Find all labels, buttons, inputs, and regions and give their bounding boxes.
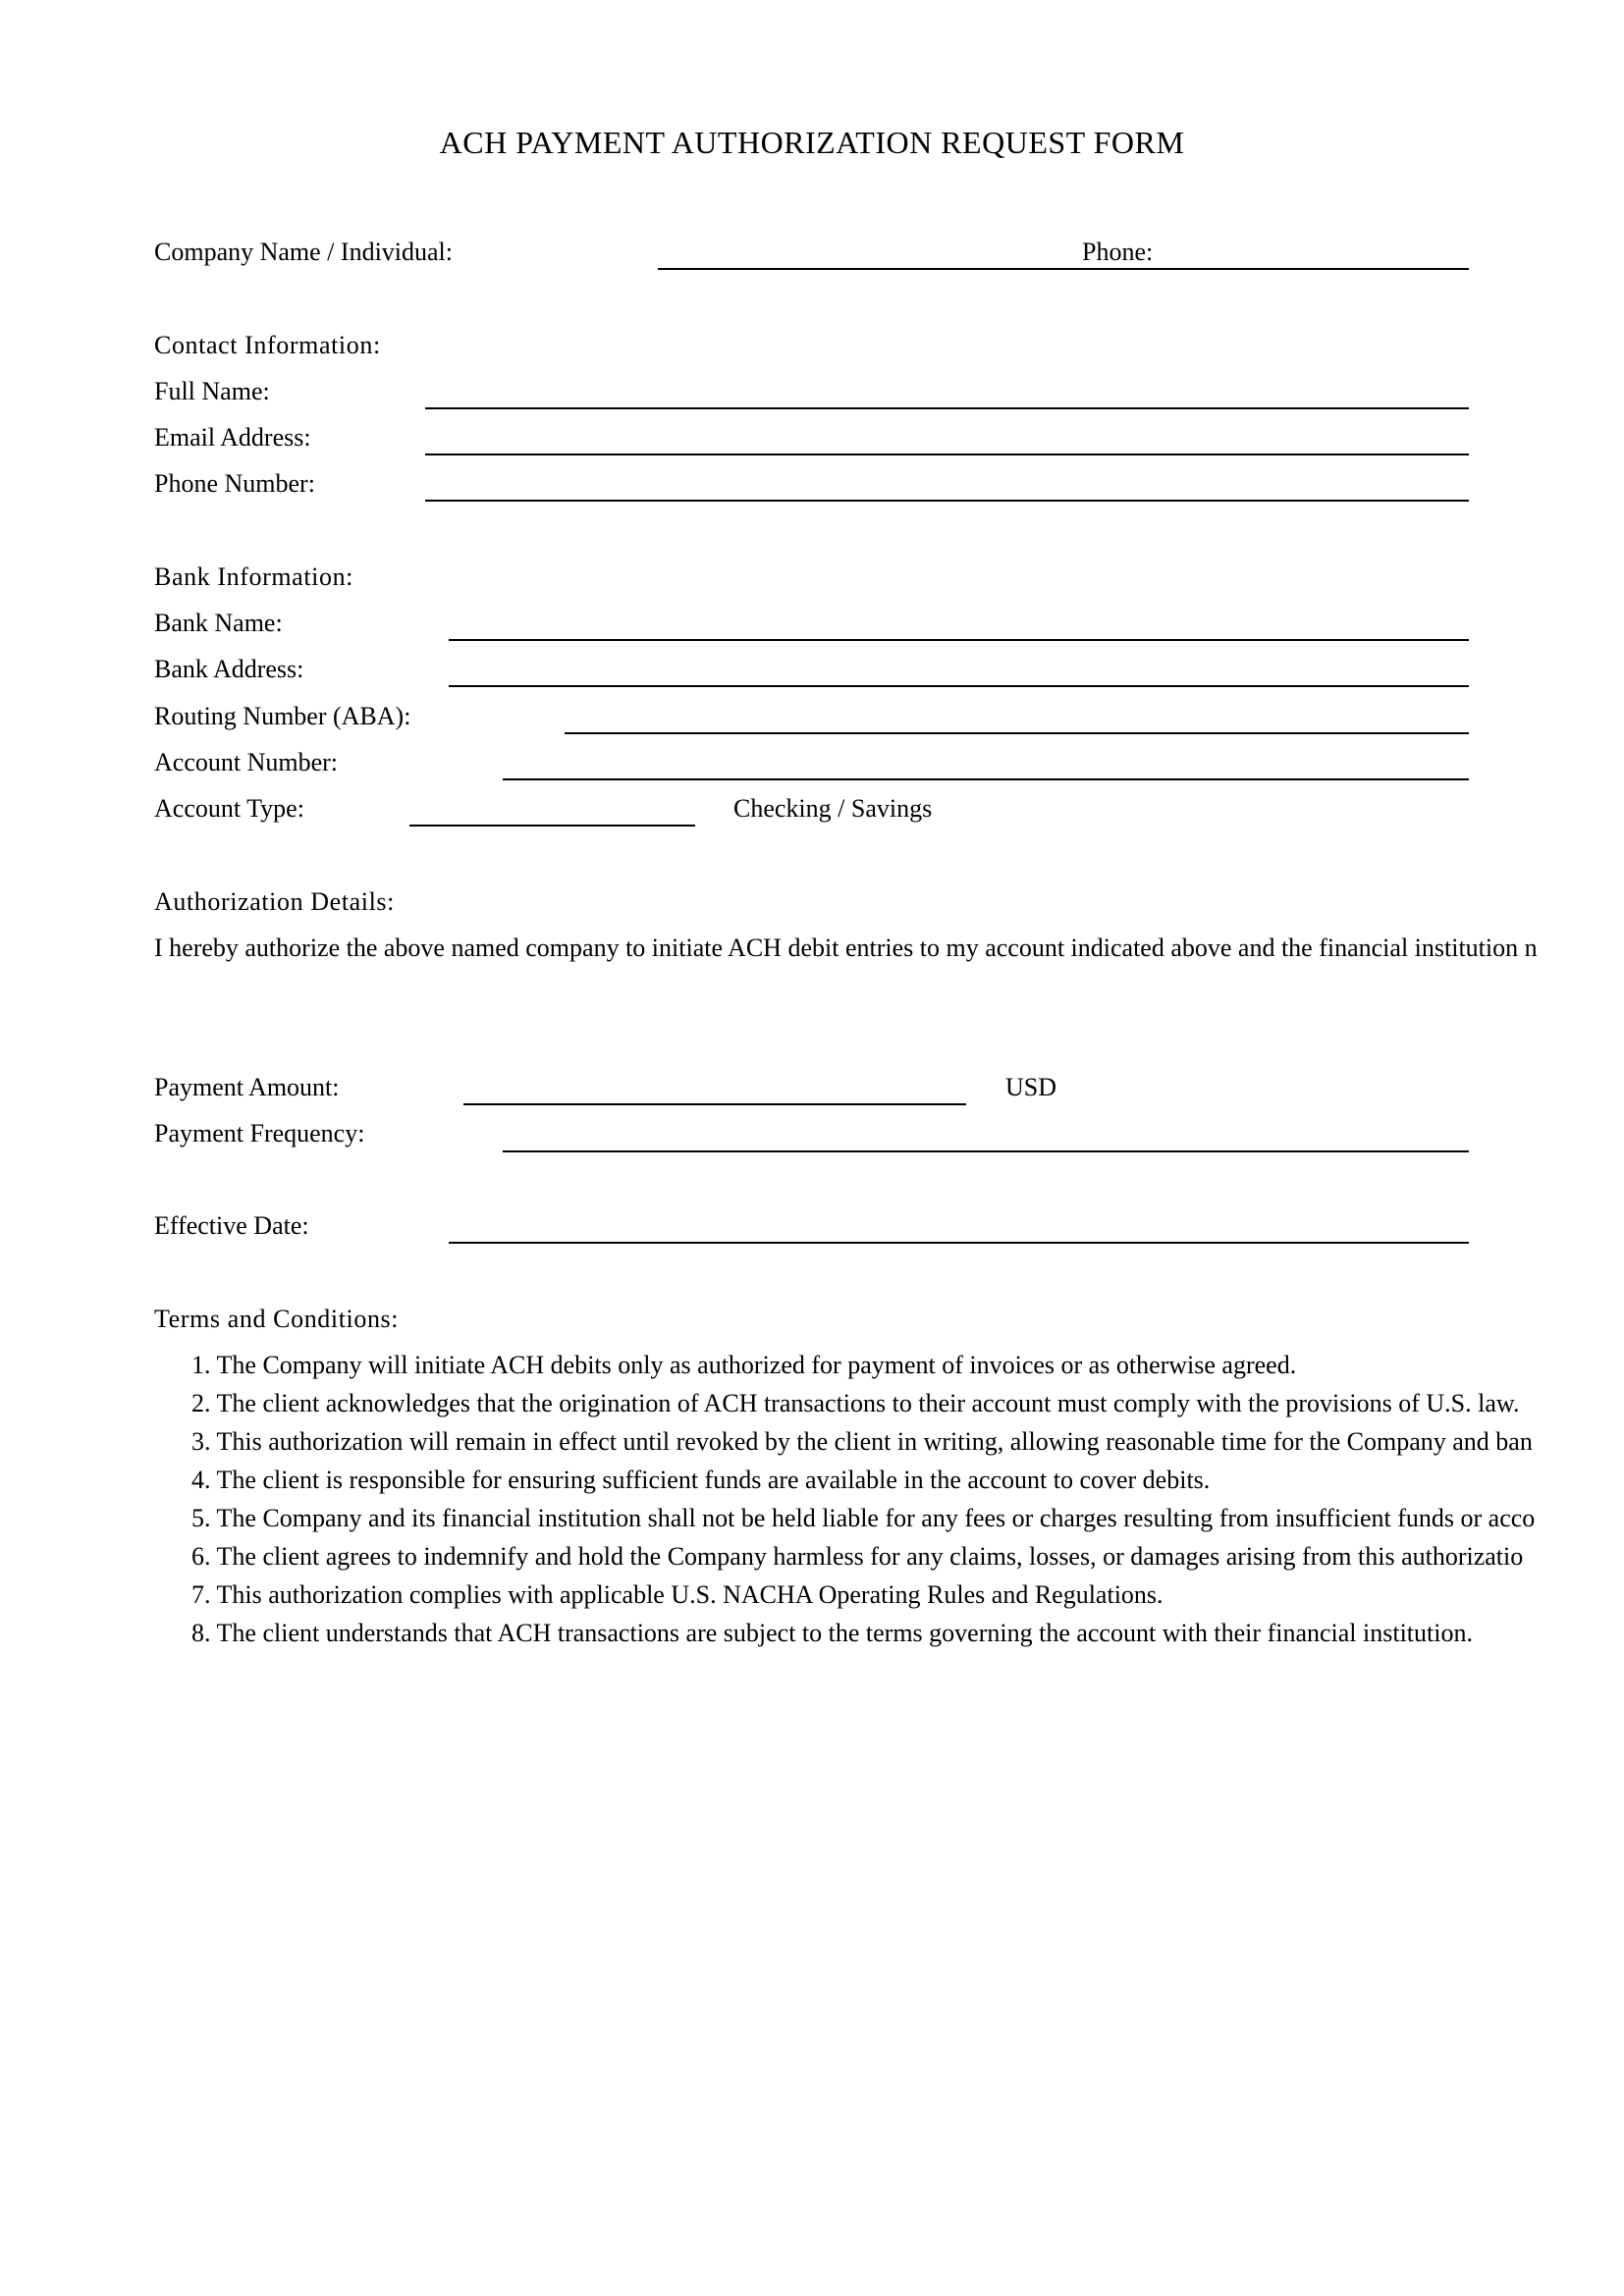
account-type-label: Account Type: [154, 794, 304, 823]
terms-heading: Terms and Conditions: [154, 1305, 400, 1333]
authorization-text: I hereby authorize the above named company to initiate ACH debit entries to my account indicated above and the financial institution n [154, 934, 1538, 962]
full-name-field[interactable] [425, 407, 1469, 409]
routing-number-field[interactable] [565, 732, 1469, 734]
form-title: ACH PAYMENT AUTHORIZATION REQUEST FORM [439, 125, 1185, 160]
bank-information-heading: Bank Information: [154, 562, 353, 591]
bank-address-field[interactable] [449, 685, 1469, 687]
contact-information-heading: Contact Information: [154, 331, 381, 359]
terms-item-8: 8. The client understands that ACH transactions are subject to the terms governing the account with their financial institution. [191, 1619, 1473, 1647]
company-name-field[interactable] [658, 268, 1080, 270]
account-number-label: Account Number: [154, 748, 339, 776]
phone-number-field[interactable] [425, 500, 1469, 502]
payment-amount-label: Payment Amount: [154, 1073, 340, 1101]
account-type-field[interactable] [409, 825, 695, 827]
payment-amount-field[interactable] [463, 1103, 966, 1105]
phone-label: Phone: [1082, 238, 1154, 266]
account-number-field[interactable] [503, 778, 1469, 780]
payment-frequency-label: Payment Frequency: [154, 1119, 365, 1148]
bank-name-field[interactable] [449, 639, 1469, 641]
terms-item-6: 6. The client agrees to indemnify and hold the Company harmless for any claims, losses, or damages arising from this authorizatio [191, 1542, 1524, 1571]
full-name-label: Full Name: [154, 377, 270, 405]
terms-item-2: 2. The client acknowledges that the origination of ACH transactions to their account must comply with the provisions of U.S. law. [191, 1389, 1520, 1417]
email-address-field[interactable] [425, 454, 1469, 455]
terms-item-4: 4. The client is responsible for ensuring sufficient funds are available in the account to cover debits. [191, 1466, 1211, 1494]
payment-frequency-field[interactable] [503, 1150, 1469, 1152]
company-name-label: Company Name / Individual: [154, 238, 454, 266]
account-type-options: Checking / Savings [733, 794, 933, 823]
phone-field[interactable] [1080, 268, 1469, 270]
terms-item-5: 5. The Company and its financial institution shall not be held liable for any fees or charges resulting from insufficient funds or acco [191, 1504, 1536, 1532]
terms-list [191, 1351, 1624, 1657]
effective-date-label: Effective Date: [154, 1211, 309, 1240]
effective-date-field[interactable] [449, 1242, 1469, 1244]
terms-item-1: 1. The Company will initiate ACH debits only as authorized for payment of invoices or as otherwise agreed. [191, 1351, 1297, 1379]
terms-item-3: 3. This authorization will remain in effect until revoked by the client in writing, allowing reasonable time for the Company and ban [191, 1427, 1533, 1456]
routing-number-label: Routing Number (ABA): [154, 702, 411, 730]
email-address-label: Email Address: [154, 423, 311, 452]
terms-item-7: 7. This authorization complies with applicable U.S. NACHA Operating Rules and Regulations. [191, 1580, 1164, 1609]
currency-label: USD [1005, 1073, 1057, 1101]
bank-name-label: Bank Name: [154, 609, 283, 637]
authorization-details-heading: Authorization Details: [154, 887, 395, 916]
bank-address-label: Bank Address: [154, 655, 304, 683]
phone-number-label: Phone Number: [154, 469, 315, 498]
